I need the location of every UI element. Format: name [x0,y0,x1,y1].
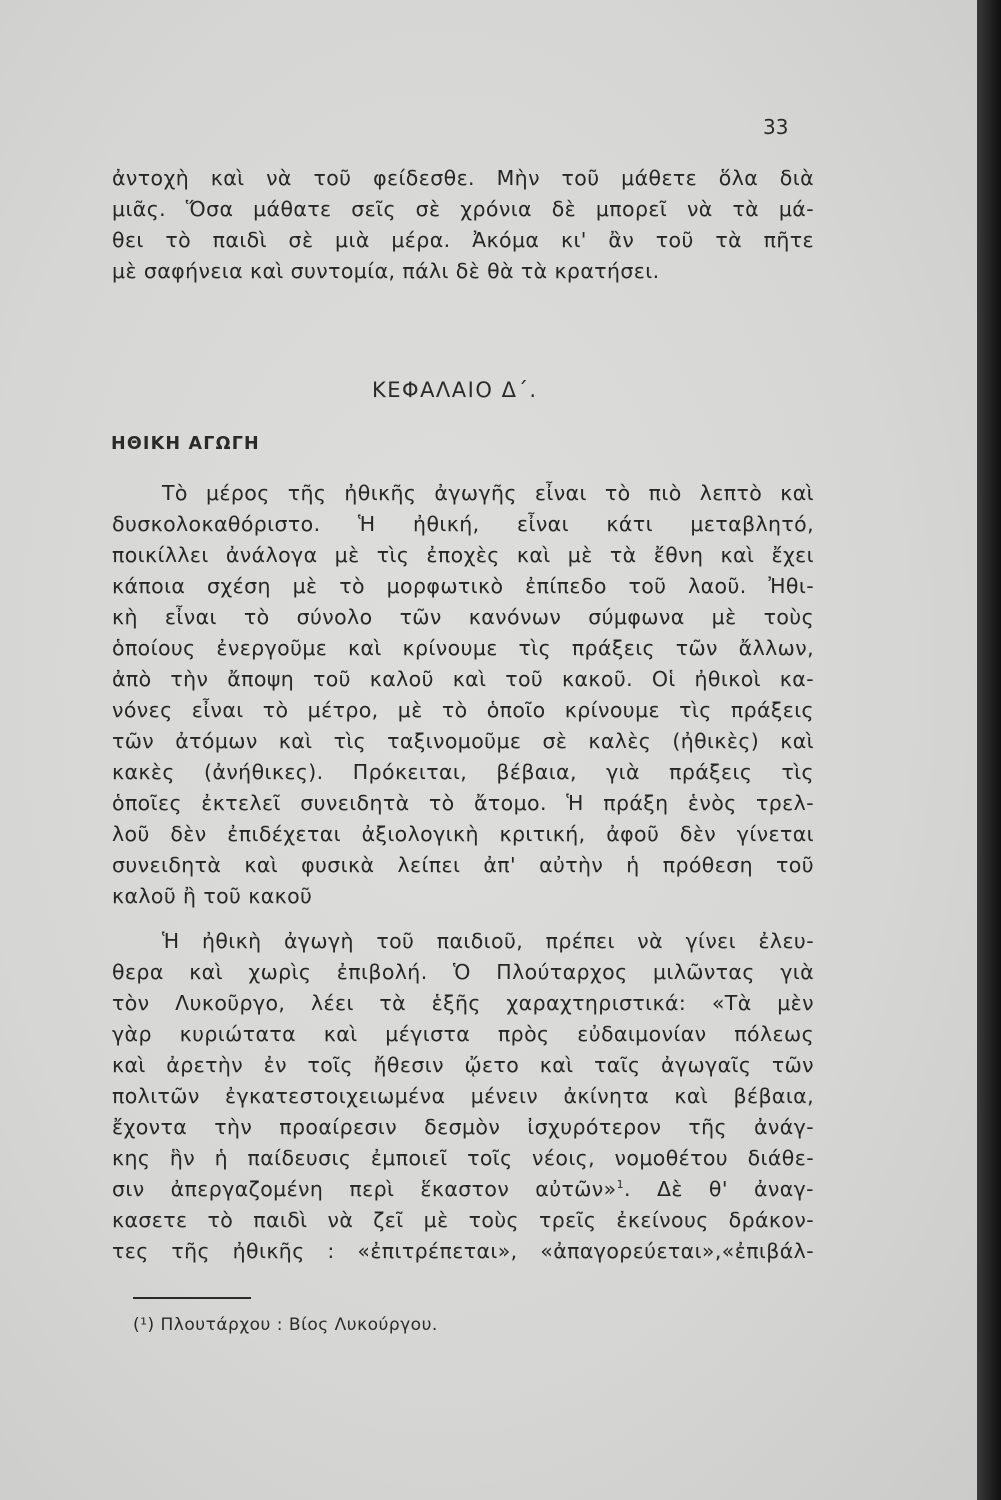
paragraph-moral-education [112,926,814,1267]
footnote-text: Πλουτάρχου : Βίος Λυκούργου. [160,1315,438,1335]
text-line-with-footnote-ref [112,1174,814,1205]
page-edge-shadow [977,0,1001,1500]
text-line: ἀπὸ τὴν ἄποψη τοῦ καλοῦ καὶ τοῦ κακοῦ. Οἱ ἠθικοὶ κα- [112,667,814,691]
text-line: τες τῆς ἠθικῆς : «ἐπιτρέπεται», «ἀπαγορεύεται»,«ἐπιβάλ- [112,1239,814,1263]
footnote-reference: 1 [616,1178,624,1192]
text-line: κης ἣν ἡ παίδευσις ἐμποιεῖ τοῖς νέοις, νομοθέτου διάθε- [112,1146,814,1170]
section-title: ΗΘΙΚΗ ΑΓΩΓΗ [111,434,260,454]
text-segment: . Δὲ θ' ἀναγ- [623,1177,814,1201]
footnote [133,1315,438,1335]
text-line: θει τὸ παιδὶ σὲ μιὰ μέρα. Ἀκόμα κι' ἂν τοῦ τὰ πῆτε [112,228,814,252]
text-line: μιᾶς. Ὅσα μάθατε σεῖς σὲ χρόνια δὲ μπορεῖ νὰ τὰ μά- [112,197,814,221]
text-line: μὲ σαφήνεια καὶ συντομία, πάλι δὲ θὰ τὰ κρατήσει. [112,259,660,283]
footnote-divider [133,1297,251,1299]
text-line: δυσκολοκαθόριστο. Ἡ ἠθική, εἶναι κάτι μεταβλητό, [112,512,814,536]
text-line: θερα καὶ χωρὶς ἐπιβολή. Ὁ Πλούταρχος μιλῶντας γιὰ [112,960,814,984]
text-line: λοῦ δὲν ἐπιδέχεται ἀξιολογικὴ κριτική, ἀφοῦ δὲν γίνεται [112,822,814,846]
text-line: κασετε τὸ παιδὶ νὰ ζεῖ μὲ τοὺς τρεῖς ἐκείνους δράκον- [112,1208,814,1232]
footnote-marker: (¹) [133,1315,155,1335]
text-line: Τὸ μέρος τῆς ἠθικῆς ἀγωγῆς εἶναι τὸ πιὸ λεπτὸ καὶ [162,481,814,505]
text-line: τὸν Λυκοῦργο, λέει τὰ ἑξῆς χαραχτηριστικά: «Τὰ μὲν [112,991,814,1015]
text-line: κὴ εἶναι τὸ σύνολο τῶν κανόνων σύμφωνα μὲ τοὺς [112,605,814,629]
text-line: πολιτῶν ἐγκατεστοιχειωμένα μένειν ἀκίνητα καὶ βέβαια, [112,1084,814,1108]
text-line: γὰρ κυριώτατα καὶ μέγιστα πρὸς εὐδαιμονίαν πόλεως [112,1022,814,1046]
text-line: συνειδητὰ καὶ φυσικὰ λείπει ἀπ' αὐτὴν ἡ πρόθεση τοῦ [112,853,814,877]
text-line: ὁποίους ἐνεργοῦμε καὶ κρίνουμε τὶς πράξεις τῶν ἄλλων, [112,636,814,660]
intro-paragraph [112,163,814,287]
text-line: τῶν ἀτόμων καὶ τὶς ταξινομοῦμε σὲ καλὲς (ἠθικὲς) καὶ [112,729,814,753]
chapter-title: ΚΕΦΑΛΑΙΟ Δ΄. [372,378,538,402]
text-line: καλοῦ ἢ τοῦ κακοῦ [112,884,313,908]
page-number: 33 [763,115,789,139]
text-line: κάποια σχέση μὲ τὸ μορφωτικὸ ἐπίπεδο τοῦ λαοῦ. Ἠθι- [112,574,814,598]
text-line: καὶ ἀρετὴν ἐν τοῖς ἤθεσιν ᾤετο καὶ ταῖς ἀγωγαῖς τῶν [112,1053,814,1077]
paragraph-ethics-definition [112,478,814,912]
text-line: Ἡ ἠθικὴ ἀγωγὴ τοῦ παιδιοῦ, πρέπει νὰ γίνει ἐλευ- [162,929,814,953]
text-line: ἔχοντα τὴν προαίρεσιν δεσμὸν ἰσχυρότερον τῆς ἀνάγ- [112,1115,814,1139]
text-line: νόνες εἶναι τὸ μέτρο, μὲ τὸ ὁποῖο κρίνουμε τὶς πράξεις [112,698,814,722]
text-segment: σιν ἀπεργαζομένη περὶ ἕκαστον αὐτῶν» [112,1177,617,1201]
text-line: κακὲς (ἀνήθικες). Πρόκειται, βέβαια, γιὰ πράξεις τὶς [112,760,814,784]
text-line: ποικίλλει ἀνάλογα μὲ τὶς ἐποχὲς καὶ μὲ τὰ ἔθνη καὶ ἔχει [112,543,814,567]
text-line: ἀντοχὴ καὶ νὰ τοῦ φείδεσθε. Μὴν τοῦ μάθετε ὅλα διὰ [112,166,814,190]
text-line: ὁποῖες ἐκτελεῖ συνειδητὰ τὸ ἄτομο. Ἡ πράξη ἑνὸς τρελ- [112,791,814,815]
